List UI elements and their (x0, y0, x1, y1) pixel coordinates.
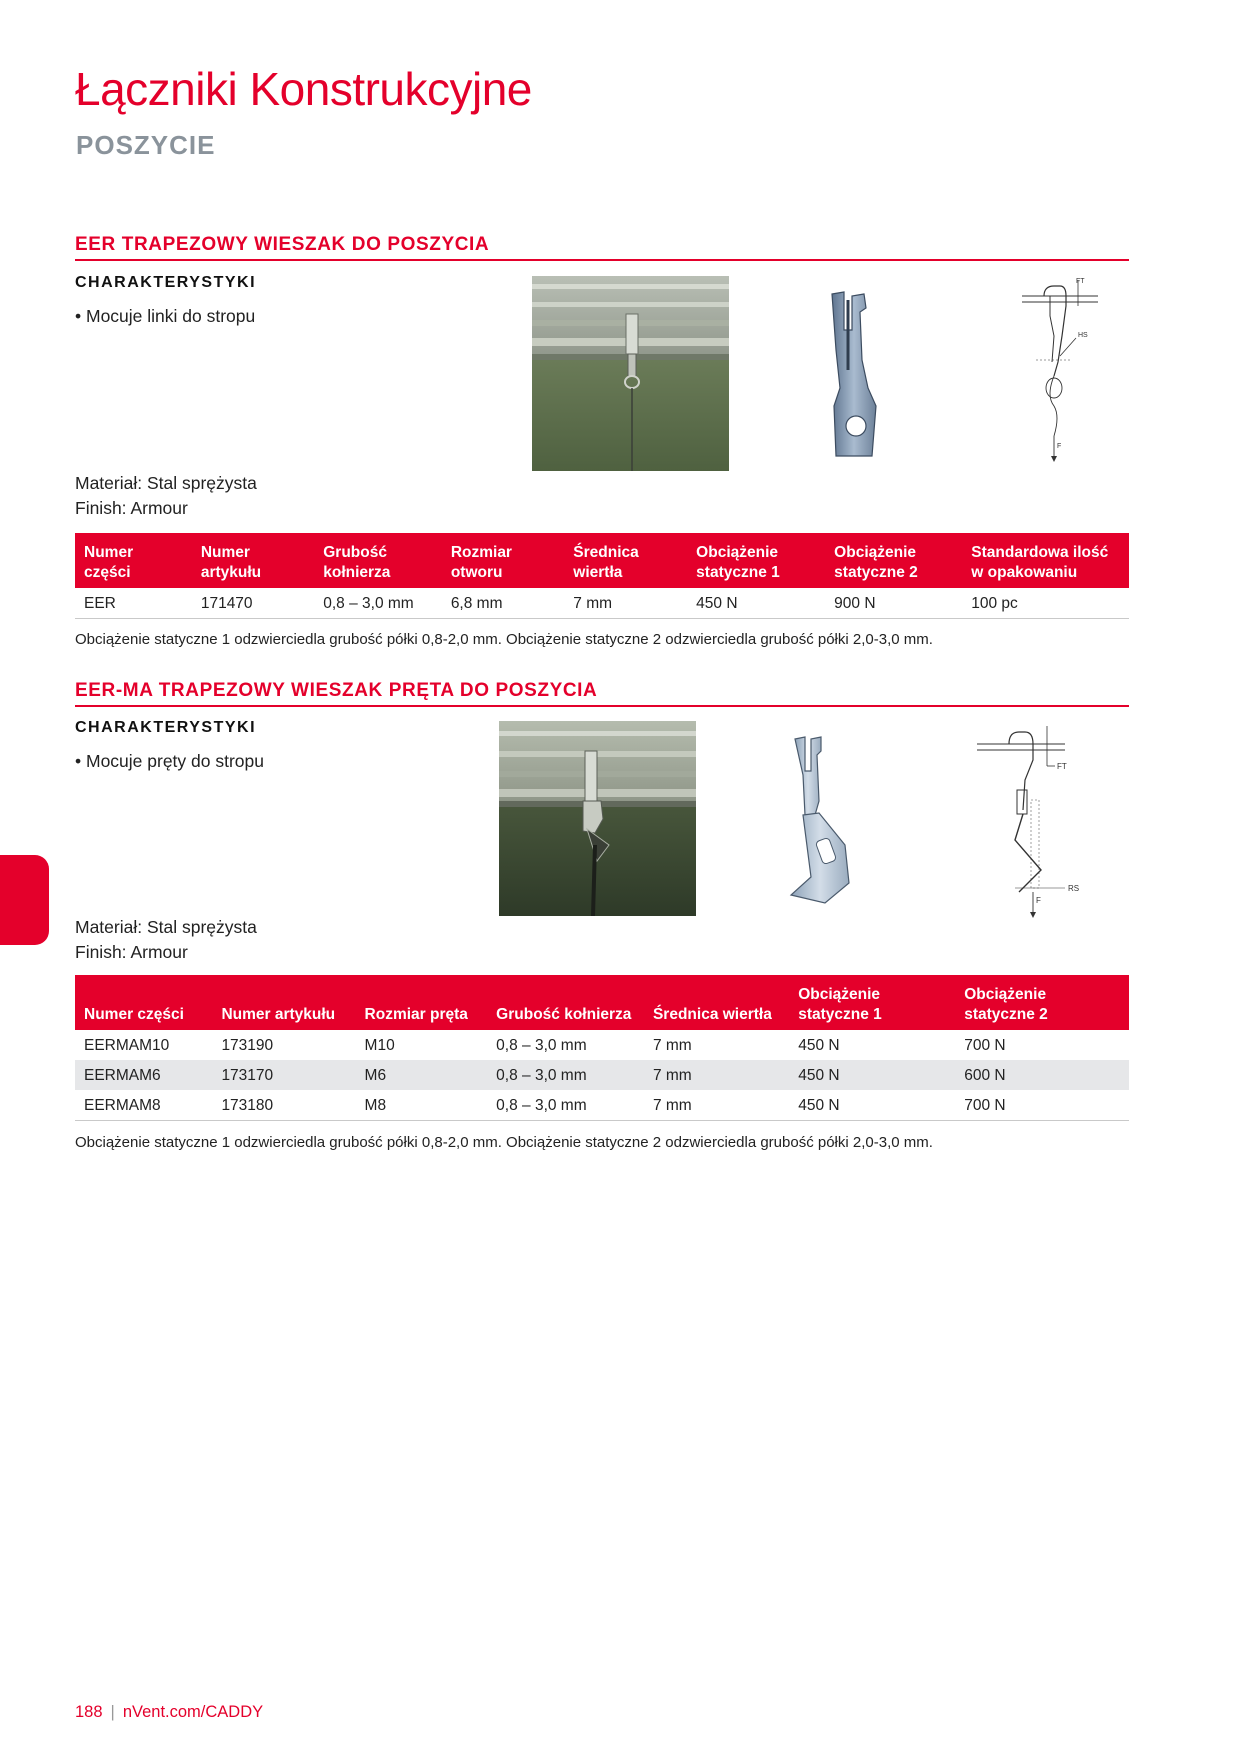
section2-spec-table (75, 975, 1129, 1121)
table-cell: M10 (364, 1036, 395, 1054)
table-cell: 171470 (192, 588, 314, 619)
table-cell: 173180 (212, 1090, 355, 1121)
table-header-cell: Rozmiar pręta (356, 975, 488, 1030)
side-tab-marker (0, 855, 49, 945)
section1-product-photo (532, 276, 729, 471)
section2-diagram-label-rs: RS (1068, 884, 1080, 893)
section1-characteristics-heading: CHARAKTERYSTYKI (75, 274, 257, 291)
table-header-cell: Obciążenie statyczne 2 (955, 975, 1129, 1030)
table-cell: 100 pc (962, 588, 1129, 619)
table-cell: 0,8 – 3,0 mm (496, 1036, 587, 1054)
section2-product-photo (499, 721, 696, 916)
section1-diagram-label-f: F (1057, 443, 1062, 450)
section1-technical-diagram (1020, 276, 1100, 466)
section1-rule (75, 259, 1129, 261)
table-cell: 0,8 – 3,0 mm (487, 1090, 644, 1121)
page-number: 188 (75, 1703, 103, 1721)
section2-title: EER-MA TRAPEZOWY WIESZAK PRĘTA DO POSZYCIA (75, 680, 598, 701)
table-cell: EER (75, 588, 192, 619)
section1-product-part (820, 290, 890, 460)
table-cell: M8 (356, 1090, 488, 1121)
table-header-row (75, 533, 1129, 588)
table-header-cell: Średnica wiertła (564, 533, 687, 588)
table-row (75, 1060, 1129, 1090)
table-cell: 7 mm (644, 1090, 789, 1121)
table-cell: EERMAM10 (84, 1036, 170, 1054)
table-cell: 900 N (825, 588, 962, 619)
table-cell: 450 N (798, 1036, 840, 1054)
table-cell: 450 N (687, 588, 825, 619)
section1-bullet: • Mocuje linki do stropu (75, 306, 256, 326)
section2-diagram-label-f: F (1036, 896, 1041, 905)
section1-finish: Finish: Armour (75, 498, 188, 518)
table-header-cell: Rozmiar otworu (442, 533, 564, 588)
section1-diagram-label-ft: FT (1076, 278, 1085, 285)
table-cell: 7 mm (644, 1060, 789, 1090)
table-cell: 700 N (964, 1036, 1006, 1054)
table-cell: 450 N (789, 1060, 955, 1090)
table-header-cell: Grubość kołnierza (487, 975, 644, 1030)
section2-technical-diagram (975, 720, 1075, 920)
table-header-row (75, 975, 1129, 1030)
footer-separator: | (110, 1703, 115, 1721)
section2-material: Materiał: Stal sprężysta (75, 917, 257, 937)
table-header-cell: Grubość kołnierza (314, 533, 442, 588)
table-cell: 6,8 mm (442, 588, 564, 619)
table-cell: 700 N (955, 1090, 1129, 1121)
table-row (75, 1030, 1129, 1060)
section1-title: EER TRAPEZOWY WIESZAK DO POSZYCIA (75, 234, 490, 255)
table-cell: 7 mm (564, 588, 687, 619)
table-cell: 7 mm (652, 1036, 692, 1054)
table-header-cell: Numer części (75, 975, 212, 1030)
table-cell: 173170 (212, 1060, 355, 1090)
section2-diagram-label-ft: FT (1057, 762, 1067, 771)
section2-rule (75, 705, 1129, 707)
table-header-cell: Obciążenie statyczne 2 (825, 533, 962, 588)
table-cell: 450 N (789, 1090, 955, 1121)
table-cell: 0,8 – 3,0 mm (314, 588, 442, 619)
table-cell: 600 N (955, 1060, 1129, 1090)
table-cell: EERMAM6 (75, 1060, 212, 1090)
section1-note: Obciążenie statyczne 1 odzwierciedla grubość półki 0,8-2,0 mm. Obciążenie statyczne 2 odzwierciedla grubość półki 2,0-3,0 mm. (75, 631, 933, 648)
page-footer (75, 1703, 263, 1722)
section2-note: Obciążenie statyczne 1 odzwierciedla grubość półki 0,8-2,0 mm. Obciążenie statyczne 2 odzwierciedla grubość półki 2,0-3,0 mm. (75, 1134, 933, 1151)
table-cell: M6 (356, 1060, 488, 1090)
section1-material: Materiał: Stal sprężysta (75, 473, 257, 493)
table-header-cell: Numer artykułu (192, 533, 314, 588)
section1-diagram-label-hs: HS (1078, 332, 1088, 339)
section1-spec-table (75, 533, 1129, 619)
table-row (75, 588, 1129, 619)
table-cell: EERMAM8 (75, 1090, 212, 1121)
page-subtitle: POSZYCIE (76, 130, 216, 160)
table-header-cell: Numer części (75, 533, 192, 588)
table-header-cell: Standardowa ilość w opakowaniu (962, 533, 1129, 588)
page-title: Łączniki Konstrukcyjne (75, 63, 532, 115)
section2-bullet: • Mocuje pręty do stropu (75, 751, 264, 771)
section2-characteristics-heading: CHARAKTERYSTYKI (75, 719, 257, 736)
footer-site-link[interactable]: nVent.com/CADDY (122, 1703, 264, 1721)
table-header-cell: Numer artykułu (212, 975, 355, 1030)
table-cell: 0,8 – 3,0 mm (487, 1060, 644, 1090)
table-header-cell: Obciążenie statyczne 1 (789, 975, 955, 1030)
section2-finish: Finish: Armour (75, 942, 188, 962)
table-cell: 173190 (221, 1036, 274, 1054)
section2-product-part (785, 735, 875, 905)
table-header-cell: Średnica wiertła (644, 975, 789, 1030)
table-row (75, 1090, 1129, 1121)
table-header-cell: Obciążenie statyczne 1 (687, 533, 825, 588)
